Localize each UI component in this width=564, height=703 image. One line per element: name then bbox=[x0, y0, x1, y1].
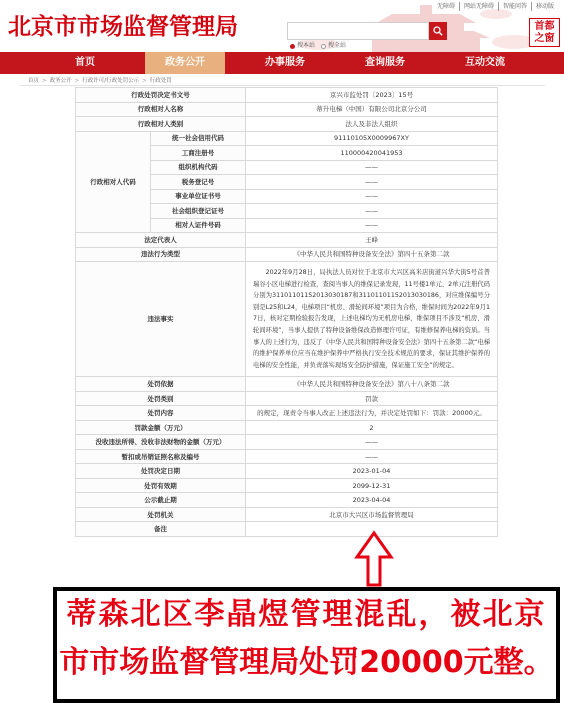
main-nav bbox=[0, 52, 564, 74]
validity-date-value: 2099-12-31 bbox=[246, 478, 498, 493]
penalty-authority-value: 北京市大兴区市场监督管理局 bbox=[246, 507, 498, 522]
institution-cert-number-value: —— bbox=[246, 189, 498, 204]
remarks-label: 备注 bbox=[76, 522, 246, 537]
table-row bbox=[76, 435, 498, 450]
table-row bbox=[76, 233, 498, 248]
nav-item-services[interactable]: 办事服务 bbox=[265, 57, 305, 68]
table-row bbox=[76, 377, 498, 392]
license-suspension-label: 暂扣或吊销证照名称及编号 bbox=[76, 449, 246, 464]
nav-item-home[interactable]: 首页 bbox=[75, 57, 95, 68]
institution-cert-number-label: 事业单位证书号 bbox=[151, 189, 246, 204]
penalty-content-label: 处罚内容 bbox=[76, 406, 246, 421]
penalty-detail-table bbox=[75, 87, 498, 537]
social-org-reg-number-label: 社会组织登记证号 bbox=[151, 204, 246, 219]
tax-reg-number-label: 税务登记号 bbox=[151, 175, 246, 190]
table-row bbox=[76, 493, 498, 508]
publicity-deadline-label: 公示截止期 bbox=[76, 493, 246, 508]
nav-item-government-affairs[interactable]: 政务公开 bbox=[145, 52, 225, 74]
annotation-line-2: 市市场监督管理局处罚20000元整。 bbox=[59, 645, 554, 680]
social-org-reg-number-value: —— bbox=[246, 204, 498, 219]
breadcrumb-permit-penalty[interactable]: > 行政许可/行政处罚公示 bbox=[72, 76, 139, 84]
publicity-deadline-value: 2023-04-04 bbox=[246, 493, 498, 508]
table-row bbox=[76, 507, 498, 522]
violation-facts-label: 违法事实 bbox=[76, 262, 246, 377]
penalty-category-label: 处罚类别 bbox=[76, 391, 246, 406]
top-link-accessibility[interactable]: 无障碍 bbox=[436, 3, 455, 10]
penalty-category-value: 罚款 bbox=[246, 391, 498, 406]
confiscation-amount-label: 没收违法所得、没收非法财物的金额（万元） bbox=[76, 435, 246, 450]
annotation-caption bbox=[53, 587, 560, 703]
license-suspension-value: —— bbox=[246, 449, 498, 464]
search-button[interactable] bbox=[429, 22, 447, 40]
violation-type-value: 《中华人民共和国特种设备安全法》第四十五条第二款 bbox=[246, 247, 498, 262]
table-row bbox=[76, 131, 498, 146]
party-code-group-label: 行政相对人代码 bbox=[76, 131, 151, 233]
breadcrumb-government-affairs[interactable]: > 政务公开 bbox=[39, 76, 72, 84]
fine-amount-value: 2 bbox=[246, 420, 498, 435]
table-row bbox=[76, 406, 498, 421]
top-link-site-accessibility[interactable]: 网站无障碍 bbox=[459, 2, 498, 11]
org-code-label: 组织机构代码 bbox=[151, 160, 246, 175]
confiscation-amount-value: —— bbox=[246, 435, 498, 450]
site-title[interactable]: 北京市市场监督管理局 bbox=[8, 14, 238, 40]
decision-number-value: 京兴市监处罚〔2023〕15号 bbox=[246, 88, 498, 103]
validity-date-label: 处罚有效期 bbox=[76, 478, 246, 493]
legal-representative-label: 法定代表人 bbox=[76, 233, 246, 248]
breadcrumb-current: > 行政处罚 bbox=[139, 76, 172, 84]
decision-date-value: 2023-01-04 bbox=[246, 464, 498, 479]
scope-this-site-radio[interactable] bbox=[290, 42, 315, 50]
decision-number-label: 行政处罚决定书文号 bbox=[76, 88, 246, 103]
scope-option-label: 搜本站 bbox=[297, 42, 316, 49]
table-row bbox=[76, 391, 498, 406]
party-id-number-label: 相对人证件号码 bbox=[151, 218, 246, 233]
table-row bbox=[76, 449, 498, 464]
search-scope bbox=[290, 42, 352, 50]
breadcrumb bbox=[20, 74, 545, 86]
table-row bbox=[76, 522, 498, 537]
search-icon bbox=[433, 26, 443, 36]
party-category-label: 行政相对人类别 bbox=[76, 117, 246, 132]
annotation-line-1: 蒂森北区李晶煜管理混乱，被北京 bbox=[66, 597, 547, 632]
penalty-basis-value: 《中华人民共和国特种设备安全法》第八十八条第二款 bbox=[246, 377, 498, 392]
credit-code-label: 统一社会信用代码 bbox=[151, 131, 246, 146]
violation-type-label: 违法行为类型 bbox=[76, 247, 246, 262]
legal-representative-value: 王峰 bbox=[246, 233, 498, 248]
table-row bbox=[76, 247, 498, 262]
capital-window-logo[interactable] bbox=[529, 18, 560, 47]
table-row bbox=[76, 478, 498, 493]
arrow-shape bbox=[357, 533, 391, 585]
table-row bbox=[76, 262, 498, 377]
logo-text: 首都之窗 bbox=[534, 20, 555, 44]
table-row bbox=[76, 117, 498, 132]
decision-date-label: 处罚决定日期 bbox=[76, 464, 246, 479]
search-input[interactable] bbox=[287, 22, 429, 40]
breadcrumb-home[interactable]: 首页 bbox=[28, 77, 40, 84]
scope-option-label: 搜全站 bbox=[328, 42, 347, 49]
tax-reg-number-value: —— bbox=[246, 175, 498, 190]
party-category-value: 法人及非法人组织 bbox=[246, 117, 498, 132]
radio-icon bbox=[290, 44, 295, 49]
credit-code-value: 91110105X0009967XY bbox=[246, 131, 498, 146]
top-links bbox=[433, 2, 558, 11]
nav-item-query[interactable]: 查询服务 bbox=[365, 57, 405, 68]
party-name-label: 行政相对人名称 bbox=[76, 102, 246, 117]
nav-item-interaction[interactable]: 互动交流 bbox=[465, 57, 505, 68]
penalty-basis-label: 处罚依据 bbox=[76, 377, 246, 392]
party-name-value: 蒂升电梯（中国）有限公司北京分公司 bbox=[246, 102, 498, 117]
business-reg-number-value: 110000420041953 bbox=[246, 146, 498, 161]
fine-amount-label: 罚款金额（万元） bbox=[76, 420, 246, 435]
up-arrow-icon bbox=[350, 530, 398, 588]
penalty-content-value: 的规定，现责令当事人改正上述违法行为，并决定处罚如下：罚款：20000元。 bbox=[246, 406, 498, 421]
party-id-number-value: —— bbox=[246, 218, 498, 233]
business-reg-number-label: 工商注册号 bbox=[151, 146, 246, 161]
top-link-smart-qa[interactable]: 智能问答 bbox=[498, 2, 531, 11]
scope-all-sites-radio[interactable] bbox=[321, 42, 346, 50]
table-row bbox=[76, 420, 498, 435]
radio-icon bbox=[321, 44, 326, 49]
table-row bbox=[76, 464, 498, 479]
violation-facts-value: 2022年9月28日，局执法人员对位于北京市大兴区高米店街道兴华大街5号首普瑞谷小区电梯进行检查，查阅当事人的维保记录发现，11号楼1单元、2单元注册代码分别为31101101152013030187和31101101152013030186，对应维保编号分别是L25和L24，电梯项目“机房、滑轮间环境”项目为合格，维保时间为2022年9月17日，核对定期检验报告发现，上述电梯均为无机房电梯，维保项目不涉及“机房、滑轮间环境”，当事人提供了特种设备维保改造修理许可证，有维修保养电梯的资质。当事人的上述行为，违反了《中华人民共和国特种设备安全法》第四十五条第二款“电梯的维护保养单位应当在维护保养中严格执行安全技术规范的要求，保证其维护保养的电梯的安全性能，并负责落实现场安全防护措施，保证施工安全”的规定。 bbox=[246, 262, 498, 377]
table-row bbox=[76, 88, 498, 103]
top-link-mobile[interactable]: 移动版 bbox=[531, 2, 558, 11]
org-code-value: —— bbox=[246, 160, 498, 175]
site-header bbox=[0, 0, 564, 52]
penalty-authority-label: 处罚机关 bbox=[76, 507, 246, 522]
table-row bbox=[76, 102, 498, 117]
